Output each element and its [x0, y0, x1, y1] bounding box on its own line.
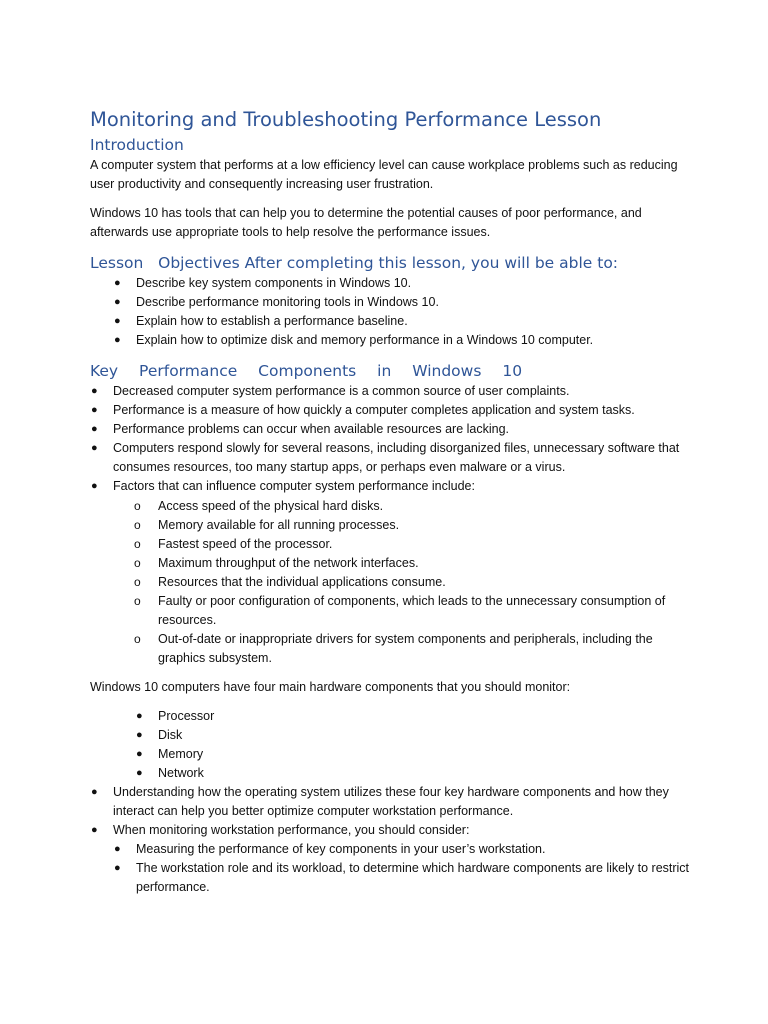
bullet-icon: ● — [114, 277, 121, 289]
list-item: ● Explain how to optimize disk and memory performance in a Windows 10 computer. — [136, 331, 690, 350]
document-page — [90, 106, 690, 897]
circle-bullet-icon: o — [134, 537, 141, 551]
intro-paragraph-1: A computer system that performs at a low efficiency level can cause workplace problems such as reducing user productivity and consequently increasing user frustration. — [90, 158, 678, 191]
list-item: ● Describe performance monitoring tools in Windows 10. — [136, 293, 690, 312]
list-item: ● Understanding how the operating system utilizes these four key hardware components and how they interact can help you better optimize computer workstation performance. — [91, 785, 669, 818]
introduction-heading: Introduction — [90, 136, 184, 154]
list-item: o Maximum throughput of the network interfaces. — [158, 554, 690, 573]
list-item: ● Explain how to establish a performance baseline. — [136, 312, 690, 331]
bullet-icon: ● — [136, 748, 143, 760]
list-item: ● Decreased computer system performance is a common source of user complaints. — [113, 382, 690, 401]
objectives-list — [90, 274, 690, 350]
key-components-heading: Key Performance Components in Windows 10 — [90, 362, 523, 380]
list-item: ● Memory — [158, 745, 690, 764]
monitoring-list — [90, 783, 690, 840]
bullet-icon: ● — [91, 423, 98, 435]
list-item: o Out-of-date or inappropriate drivers for system components and peripherals, including the graphics subsystem. — [134, 632, 653, 665]
list-item: o Access speed of the physical hard disks. — [158, 497, 690, 516]
bullet-icon: ● — [91, 786, 98, 798]
list-item: ● Processor — [158, 707, 690, 726]
objectives-heading: Lesson Objectives After completing this lesson, you will be able to: — [90, 254, 619, 272]
bullet-icon: ● — [136, 767, 143, 779]
intro-paragraph-2: Windows 10 has tools that can help you to determine the potential causes of poor performance, and afterwards use appropriate tools to help resolve the performance issues. — [90, 206, 642, 239]
list-item: ● Describe key system components in Windows 10. — [136, 274, 690, 293]
bullet-icon: ● — [114, 862, 121, 874]
list-item: o Fastest speed of the processor. — [158, 535, 690, 554]
list-item: ● Computers respond slowly for several reasons, including disorganized files, unnecessary software that consumes resources, too many startup apps, or perhaps even malware or a virus. — [91, 441, 680, 474]
list-item: ● Network — [158, 764, 690, 783]
bullet-icon: ● — [114, 315, 121, 327]
list-item: ● The workstation role and its workload, to determine which hardware components are likely to restrict performance. — [114, 861, 690, 894]
list-item: ● Performance problems can occur when available resources are lacking. — [113, 420, 690, 439]
list-item: ● Factors that can influence computer system performance include: — [113, 477, 690, 496]
list-item: ● Performance is a measure of how quickly a computer completes application and system tasks. — [113, 401, 690, 420]
key-components-list — [90, 382, 690, 496]
circle-bullet-icon: o — [134, 499, 141, 513]
list-item: o Resources that the individual applications consume. — [158, 573, 690, 592]
hardware-list — [90, 707, 690, 783]
list-item: o Memory available for all running processes. — [158, 516, 690, 535]
factors-list — [90, 497, 690, 668]
bullet-icon: ● — [114, 843, 121, 855]
circle-bullet-icon: o — [134, 556, 141, 570]
document-title: Monitoring and Troubleshooting Performance Lesson — [90, 108, 602, 131]
circle-bullet-icon: o — [134, 594, 141, 608]
bullet-icon: ● — [136, 710, 143, 722]
bullet-icon: ● — [91, 404, 98, 416]
bullet-icon: ● — [114, 296, 121, 308]
circle-bullet-icon: o — [134, 632, 141, 646]
bullet-icon: ● — [91, 824, 98, 836]
bullet-icon: ● — [91, 480, 98, 492]
list-item: ● When monitoring workstation performance, you should consider: — [113, 821, 690, 840]
bullet-icon: ● — [91, 385, 98, 397]
list-item: ● Disk — [158, 726, 690, 745]
bullet-icon: ● — [91, 442, 98, 454]
hardware-intro: Windows 10 computers have four main hardware components that you should monitor: — [90, 680, 571, 694]
circle-bullet-icon: o — [134, 575, 141, 589]
bullet-icon: ● — [136, 729, 143, 741]
circle-bullet-icon: o — [134, 518, 141, 532]
list-item: o Faulty or poor configuration of components, which leads to the unnecessary consumption of resources. — [134, 594, 666, 627]
bullet-icon: ● — [114, 334, 121, 346]
list-item: ● Measuring the performance of key components in your user’s workstation. — [136, 840, 690, 859]
consider-list — [90, 840, 690, 897]
